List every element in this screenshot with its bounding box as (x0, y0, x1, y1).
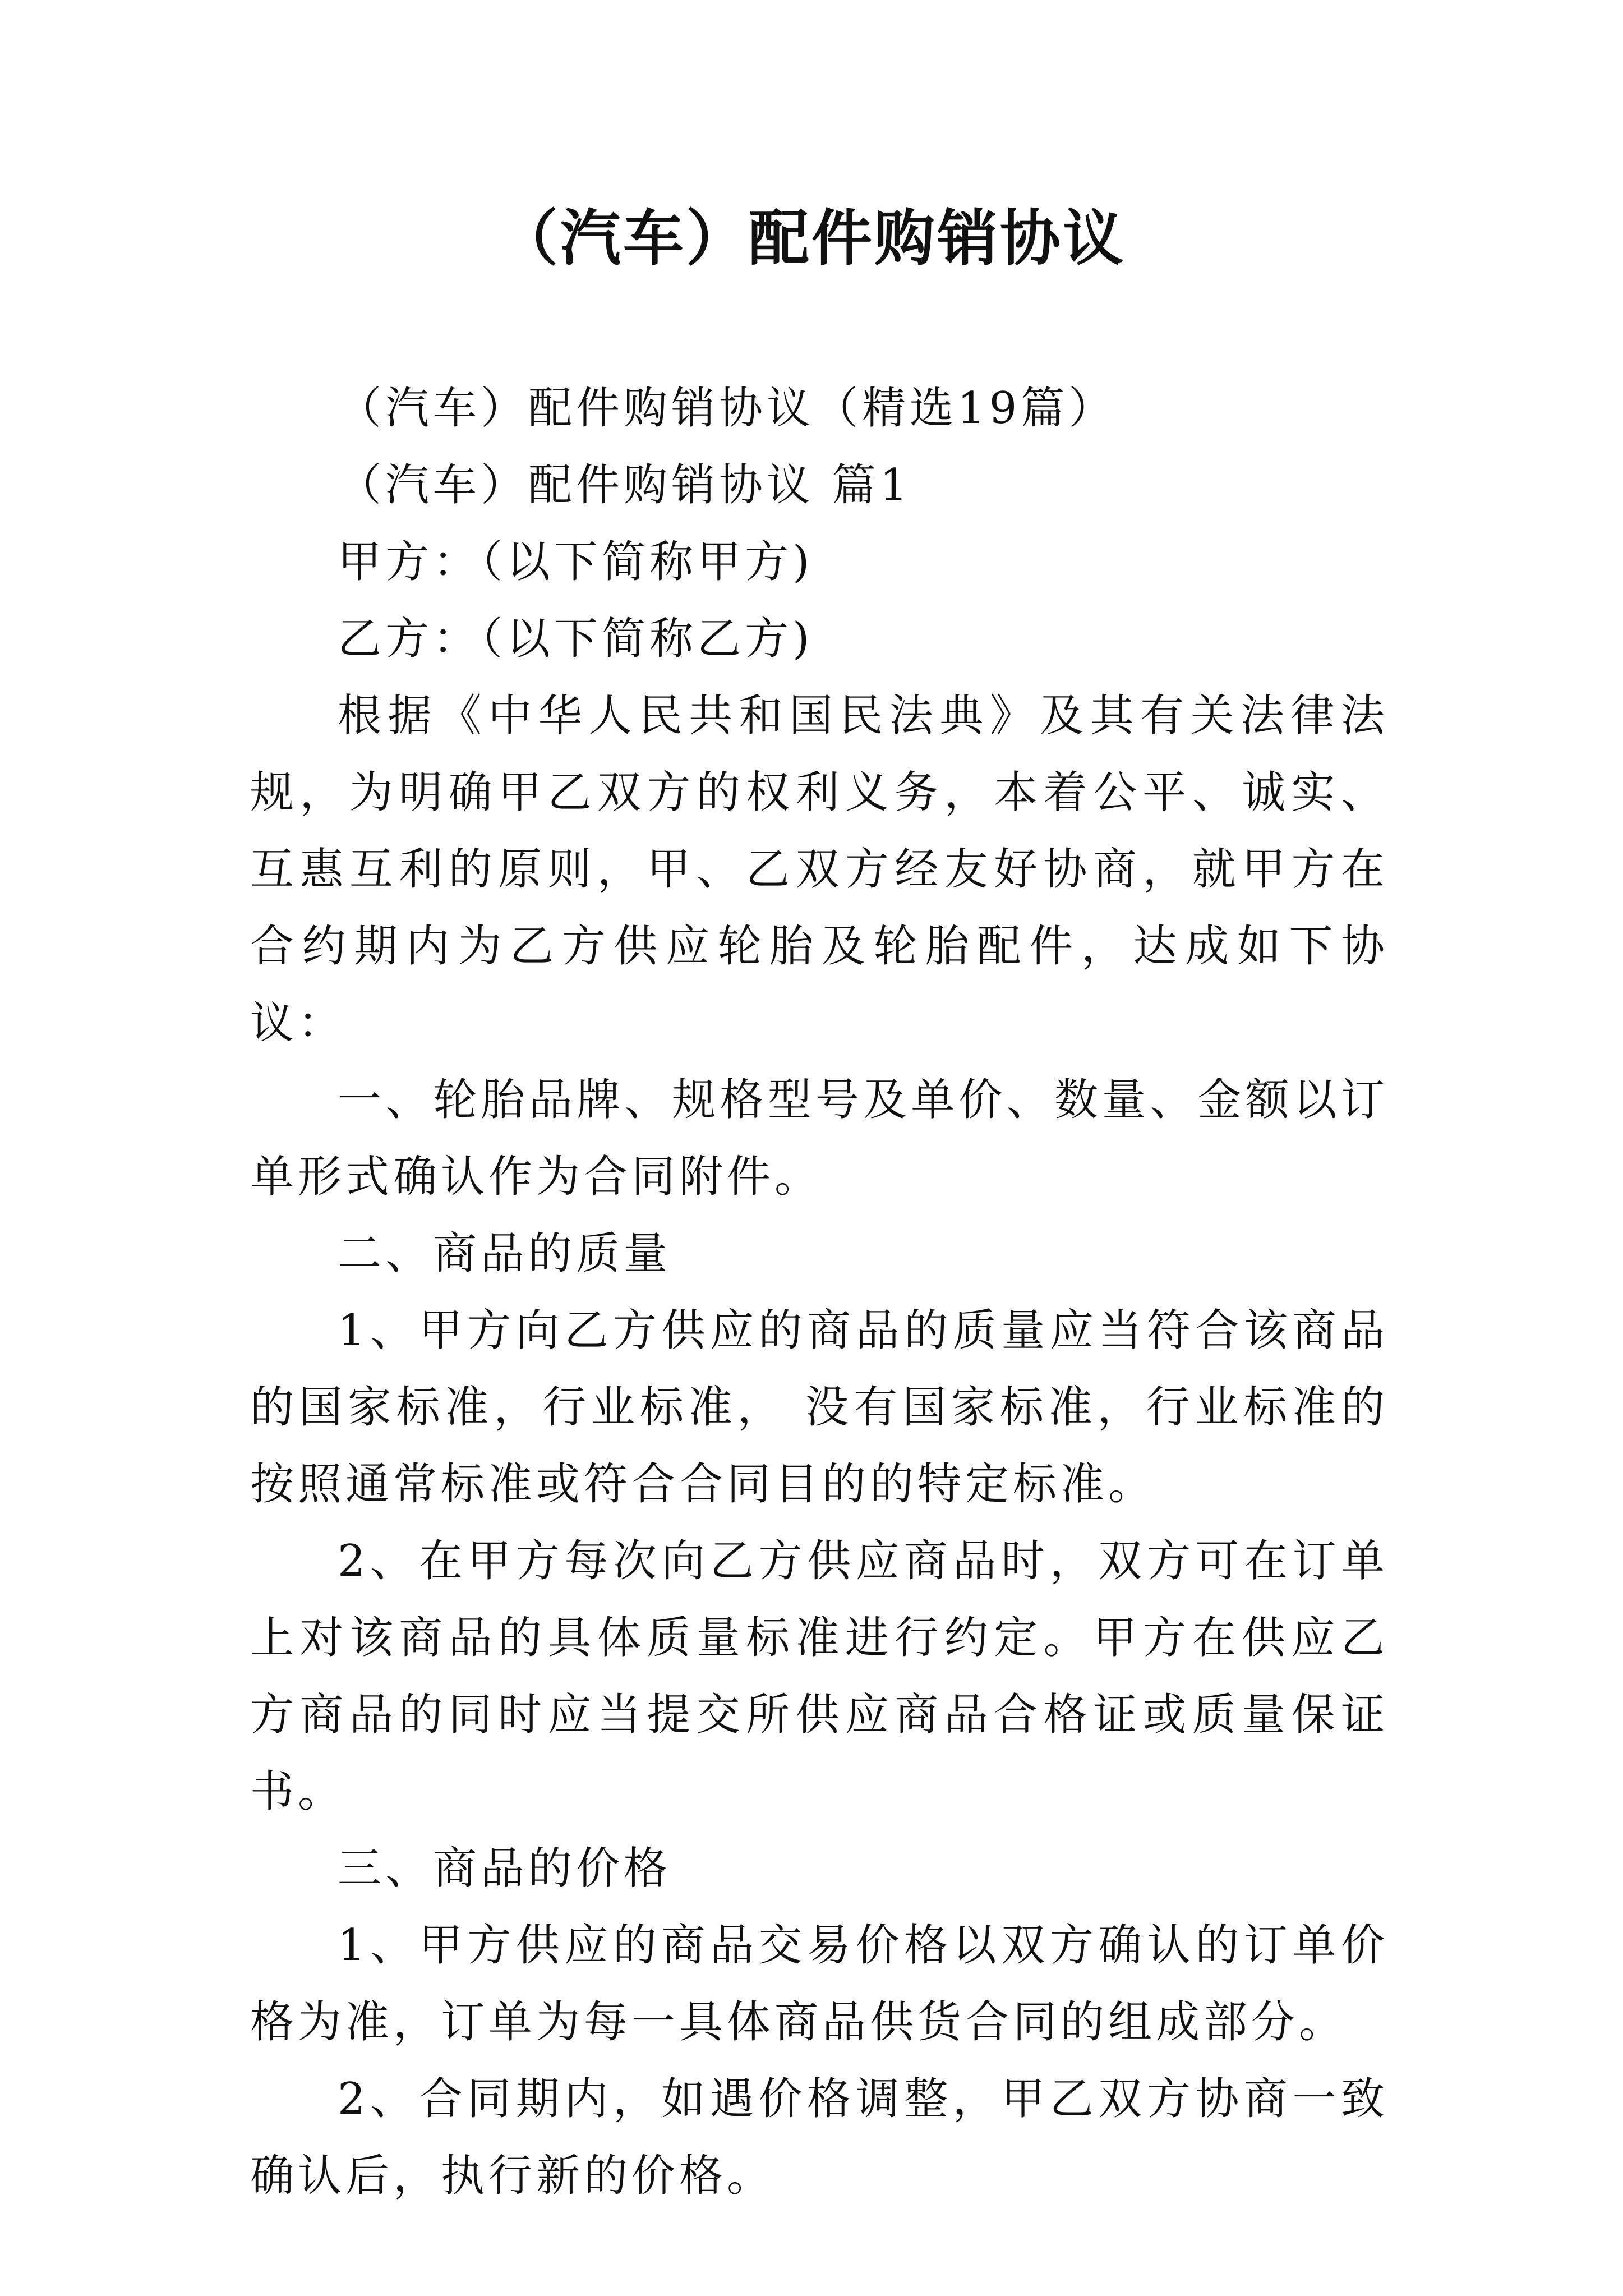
paragraph-clause-2-heading: 二、商品的质量 (338, 1228, 672, 1279)
paragraph-preamble: 根据《中华人民共和国民法典》及其有关法律法规，为明确甲乙双方的权利义务，本着公平、诚实、互惠互利的原则，甲、乙双方经友好协商，就甲方在合约期内为乙方供应轮胎及轮胎配件，达成如下协议： (250, 691, 1389, 1048)
paragraph-clause-3-2: 2、合同期内，如遇价格调整，甲乙双方协商一致确认后，执行新的价格。 (250, 2074, 1389, 2201)
paragraph-party-b: 乙方：（以下简称乙方) (338, 614, 814, 664)
paragraph-clause-2-1: 1、甲方向乙方供应的商品的质量应当符合该商品的国家标准，行业标准， 没有国家标准，行业标准的按照通常标准或符合合同目的的特定标准。 (250, 1305, 1389, 1510)
paragraph-clause-3-heading: 三、商品的价格 (338, 1843, 672, 1894)
paragraph-collection-title: （汽车）配件购销协议（精选19篇） (338, 383, 1117, 434)
paragraph-section-heading: （汽车）配件购销协议 篇1 (338, 460, 912, 510)
document-body (250, 370, 1389, 2215)
paragraph-clause-3-1: 1、甲方供应的商品交易价格以双方确认的订单价格为准，订单为每一具体商品供货合同的组成部分。 (250, 1920, 1389, 2047)
paragraph-party-a: 甲方：（以下简称甲方) (338, 537, 814, 587)
paragraph-clause-2-2: 2、在甲方每次向乙方供应商品时，双方可在订单上对该商品的具体质量标准进行约定。甲方在供应乙方商品的同时应当提交所供应商品合格证或质量保证书。 (250, 1536, 1389, 1817)
document-title: （汽车）配件购销协议 (497, 203, 1126, 274)
paragraph-clause-1: 一、轮胎品牌、规格型号及单价、数量、金额以订单形式确认作为合同附件。 (250, 1075, 1389, 1202)
